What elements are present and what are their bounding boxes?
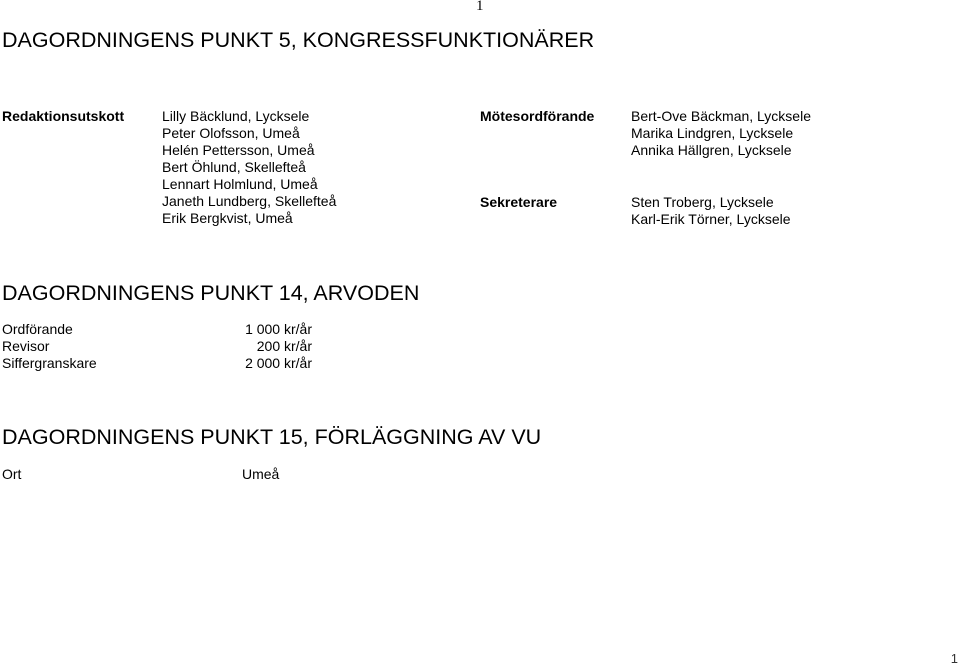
section5-heading: DAGORDNINGENS PUNKT 5, KONGRESSFUNKTIONÄRER (2, 28, 595, 52)
fee-roles (2, 321, 97, 372)
fee-role: Revisor (2, 338, 50, 354)
place-label: Ort (2, 466, 22, 482)
chair-member: Annika Hällgren, Lycksele (631, 142, 792, 158)
fee-amount: 200 kr/år (256, 338, 312, 354)
chair-list (631, 108, 811, 159)
secretary-label: Sekreterare (480, 194, 558, 210)
editorial-committee-label: Redaktionsutskott (2, 108, 125, 124)
chair-label: Mötesordförande (480, 108, 595, 124)
fee-amount: 2 000 kr/år (245, 355, 312, 371)
editorial-member: Helén Pettersson, Umeå (162, 142, 315, 158)
section15-heading: DAGORDNINGENS PUNKT 15, FÖRLÄGGNING AV VU (2, 425, 542, 449)
editorial-member: Bert Öhlund, Skellefteå (162, 159, 306, 175)
section14-heading: DAGORDNINGENS PUNKT 14, ARVODEN (2, 281, 420, 305)
editorial-member: Erik Bergkvist, Umeå (162, 210, 293, 226)
secretary-member: Karl-Erik Törner, Lycksele (631, 211, 791, 227)
page-number-bottom: 1 (950, 651, 958, 666)
fee-role: Siffergranskare (2, 355, 97, 371)
place-value: Umeå (242, 466, 280, 482)
editorial-member: Lilly Bäcklund, Lycksele (162, 108, 310, 124)
editorial-member: Lennart Holmlund, Umeå (162, 176, 318, 192)
editorial-member: Peter Olofsson, Umeå (162, 125, 300, 141)
fee-amounts (200, 321, 312, 372)
chair-member: Marika Lindgren, Lycksele (631, 125, 794, 141)
page-number-top: 1 (476, 0, 484, 14)
editorial-committee-list (162, 108, 336, 227)
secretary-list (631, 194, 791, 228)
editorial-member: Janeth Lundberg, Skellefteå (162, 193, 337, 209)
fee-amount: 1 000 kr/år (245, 321, 312, 337)
chair-member: Bert-Ove Bäckman, Lycksele (631, 108, 811, 124)
fee-role: Ordförande (2, 321, 73, 337)
secretary-member: Sten Troberg, Lycksele (631, 194, 774, 210)
